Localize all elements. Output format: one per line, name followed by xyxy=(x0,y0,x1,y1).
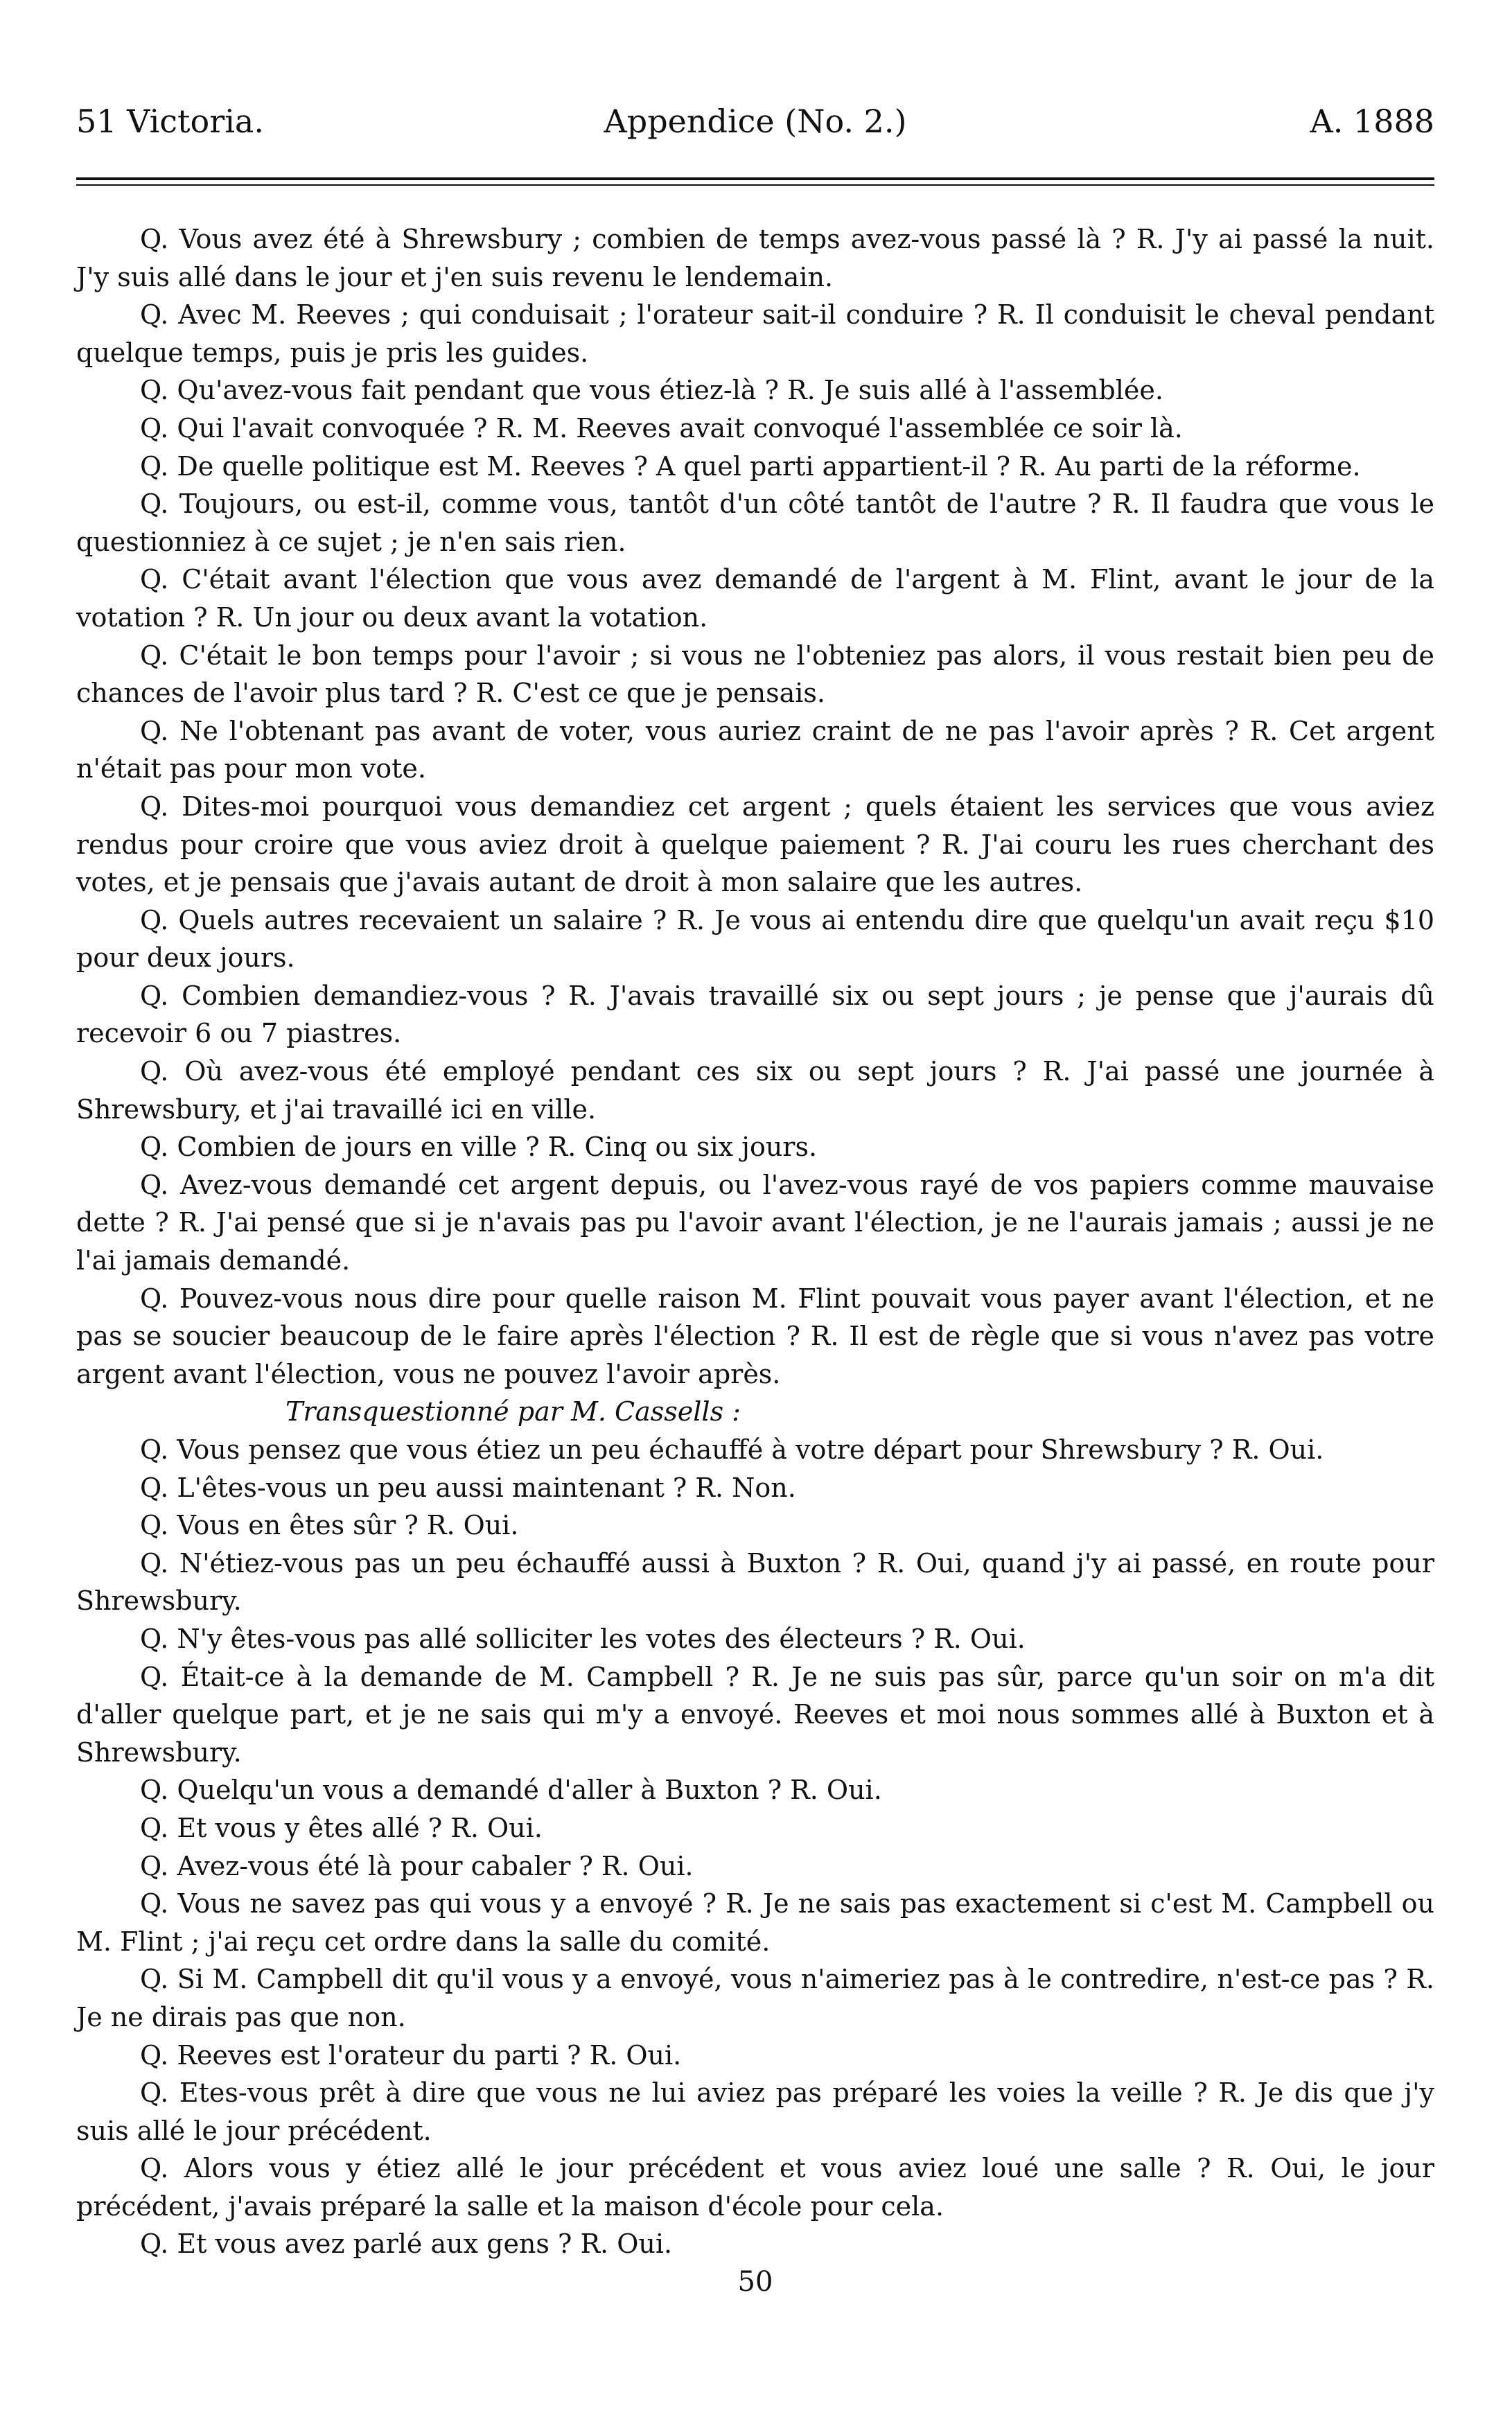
header-year: A. 1888 xyxy=(1310,103,1434,140)
qa-paragraph: Q. Reeves est l'orateur du parti ? R. Oui. xyxy=(140,2039,682,2071)
qa-paragraph: Q. Vous pensez que vous étiez un peu échauffé à votre départ pour Shrewsbury ? R. Oui. xyxy=(140,1434,1324,1465)
qa-paragraph: Q. Vous en êtes sûr ? R. Oui. xyxy=(140,1510,519,1541)
running-header xyxy=(76,97,1434,146)
testimony-text xyxy=(76,220,1434,2263)
qa-paragraph: Q. Combien demandiez-vous ? R. J'avais travaillé six ou sept jours ; je pense que j'aurais dû recevoir 6 ou 7 piastres. xyxy=(76,980,1434,1049)
qa-paragraph: Q. Et vous y êtes allé ? R. Oui. xyxy=(140,1812,543,1843)
qa-paragraph: Q. Vous ne savez pas qui vous y a envoyé ? R. Je ne sais pas exactement si c'est M. Campbell ou M. Flint ; j'ai reçu cet ordre dans la salle du comité. xyxy=(76,1888,1434,1957)
qa-paragraph: Q. Qui l'avait convoquée ? R. M. Reeves avait convoqué l'assemblée ce soir là. xyxy=(140,412,1183,443)
qa-paragraph: Q. Toujours, ou est-il, comme vous, tantôt d'un côté tantôt de l'autre ? R. Il faudra que vous le questionniez à ce sujet ; je n'en sais rien. xyxy=(76,489,1434,557)
qa-paragraph: Q. Pouvez-vous nous dire pour quelle raison M. Flint pouvait vous payer avant l'élection, et ne pas se soucier beaucoup de le faire après l'élection ? R. Il est de règle que si vous n'avez pas votre argent avant l'élection, vous ne pouvez l'avoir après. xyxy=(76,1283,1434,1389)
qa-paragraph: Q. Quelqu'un vous a demandé d'aller à Buxton ? R. Oui. xyxy=(140,1775,882,1806)
qa-paragraph: Q. Qu'avez-vous fait pendant que vous étiez-là ? R. Je suis allé à l'assemblée. xyxy=(140,375,1163,406)
qa-paragraph: Q. Avez-vous demandé cet argent depuis, ou l'avez-vous rayé de vos papiers comme mauvaise dette ? R. J'ai pensé que si je n'avais pas pu l'avoir avant l'élection, je ne l'aurais jamais ; aussi je ne l'ai jamais demandé. xyxy=(76,1169,1434,1276)
qa-paragraph: Q. Quels autres recevaient un salaire ? R. Je vous ai entendu dire que quelqu'un avait reçu $10 pour deux jours. xyxy=(76,904,1434,974)
qa-paragraph: Q. Et vous avez parlé aux gens ? R. Oui. xyxy=(140,2229,673,2260)
qa-paragraph: Q. L'êtes-vous un peu aussi maintenant ? R. Non. xyxy=(140,1472,796,1503)
qa-paragraph: Q. Ne l'obtenant pas avant de voter, vous auriez craint de ne pas l'avoir après ? R. Cet argent n'était pas pour mon vote. xyxy=(76,715,1434,784)
qa-paragraph: Q. Etes-vous prêt à dire que vous ne lui aviez pas préparé les voies la veille ? R. Je dis que j'y suis allé le jour précédent. xyxy=(76,2077,1434,2146)
qa-paragraph: Q. Était-ce à la demande de M. Campbell ? R. Je ne suis pas sûr, parce qu'un soir on m'a dit d'aller quelque part, et je ne sais qui m'y a envoyé. Reeves et moi nous sommes allé à Buxton et à Shrewsbury. xyxy=(76,1661,1434,1768)
qa-paragraph: Q. N'étiez-vous pas un peu échauffé aussi à Buxton ? R. Oui, quand j'y ai passé, en route pour Shrewsbury. xyxy=(76,1547,1434,1617)
header-title: Appendice (No. 2.) xyxy=(604,103,907,140)
qa-paragraph: Q. De quelle politique est M. Reeves ? A quel parti appartient-il ? R. Au parti de la réforme. xyxy=(140,450,1361,482)
qa-paragraph: Q. C'était le bon temps pour l'avoir ; si vous ne l'obteniez pas alors, il vous restait bien peu de chances de l'avoir plus tard ? R. C'est ce que je pensais. xyxy=(76,640,1434,709)
document-page xyxy=(76,97,1434,2301)
qa-paragraph: Q. Si M. Campbell dit qu'il vous y a envoyé, vous n'aimeriez pas à le contredire, n'est-ce pas ? R. Je ne dirais pas que non. xyxy=(76,1964,1434,2032)
qa-paragraph: Q. Alors vous y étiez allé le jour précédent et vous aviez loué une salle ? R. Oui, le jour précédent, j'avais préparé la salle et la maison d'école pour cela. xyxy=(76,2153,1434,2222)
qa-paragraph: Q. N'y êtes-vous pas allé solliciter les votes des électeurs ? R. Oui. xyxy=(140,1623,1026,1654)
qa-paragraph: Q. Avec M. Reeves ; qui conduisait ; l'orateur sait-il conduire ? R. Il conduisit le cheval pendant quelque temps, puis je pris les guides. xyxy=(76,299,1434,368)
qa-paragraph: Q. Combien de jours en ville ? R. Cinq ou six jours. xyxy=(140,1132,818,1163)
qa-paragraph: Q. Vous avez été à Shrewsbury ; combien de temps avez-vous passé là ? R. J'y ai passé la nuit. J'y suis allé dans le jour et j'en suis revenu le lendemain. xyxy=(76,224,1434,292)
qa-paragraph: Q. Où avez-vous été employé pendant ces six ou sept jours ? R. J'ai passé une journée à Shrewsbury, et j'ai travaillé ici en ville. xyxy=(76,1056,1434,1125)
header-rule xyxy=(76,177,1434,186)
header-volume: 51 Victoria. xyxy=(76,103,264,140)
qa-paragraph: Q. C'était avant l'élection que vous avez demandé de l'argent à M. Flint, avant le jour de la votation ? R. Un jour ou deux avant la votation. xyxy=(76,564,1434,633)
cross-examination-heading: Transquestionné par M. Cassells : xyxy=(285,1396,741,1427)
page-number: 50 xyxy=(737,2266,773,2299)
qa-paragraph: Q. Avez-vous été là pour cabaler ? R. Oui. xyxy=(140,1850,694,1881)
qa-paragraph: Q. Dites-moi pourquoi vous demandiez cet argent ; quels étaient les services que vous aviez rendus pour croire que vous aviez droit à quelque paiement ? R. J'ai couru les rues cherchant des votes, et je pensais que j'avais autant de droit à mon salaire que les autres. xyxy=(76,791,1434,898)
